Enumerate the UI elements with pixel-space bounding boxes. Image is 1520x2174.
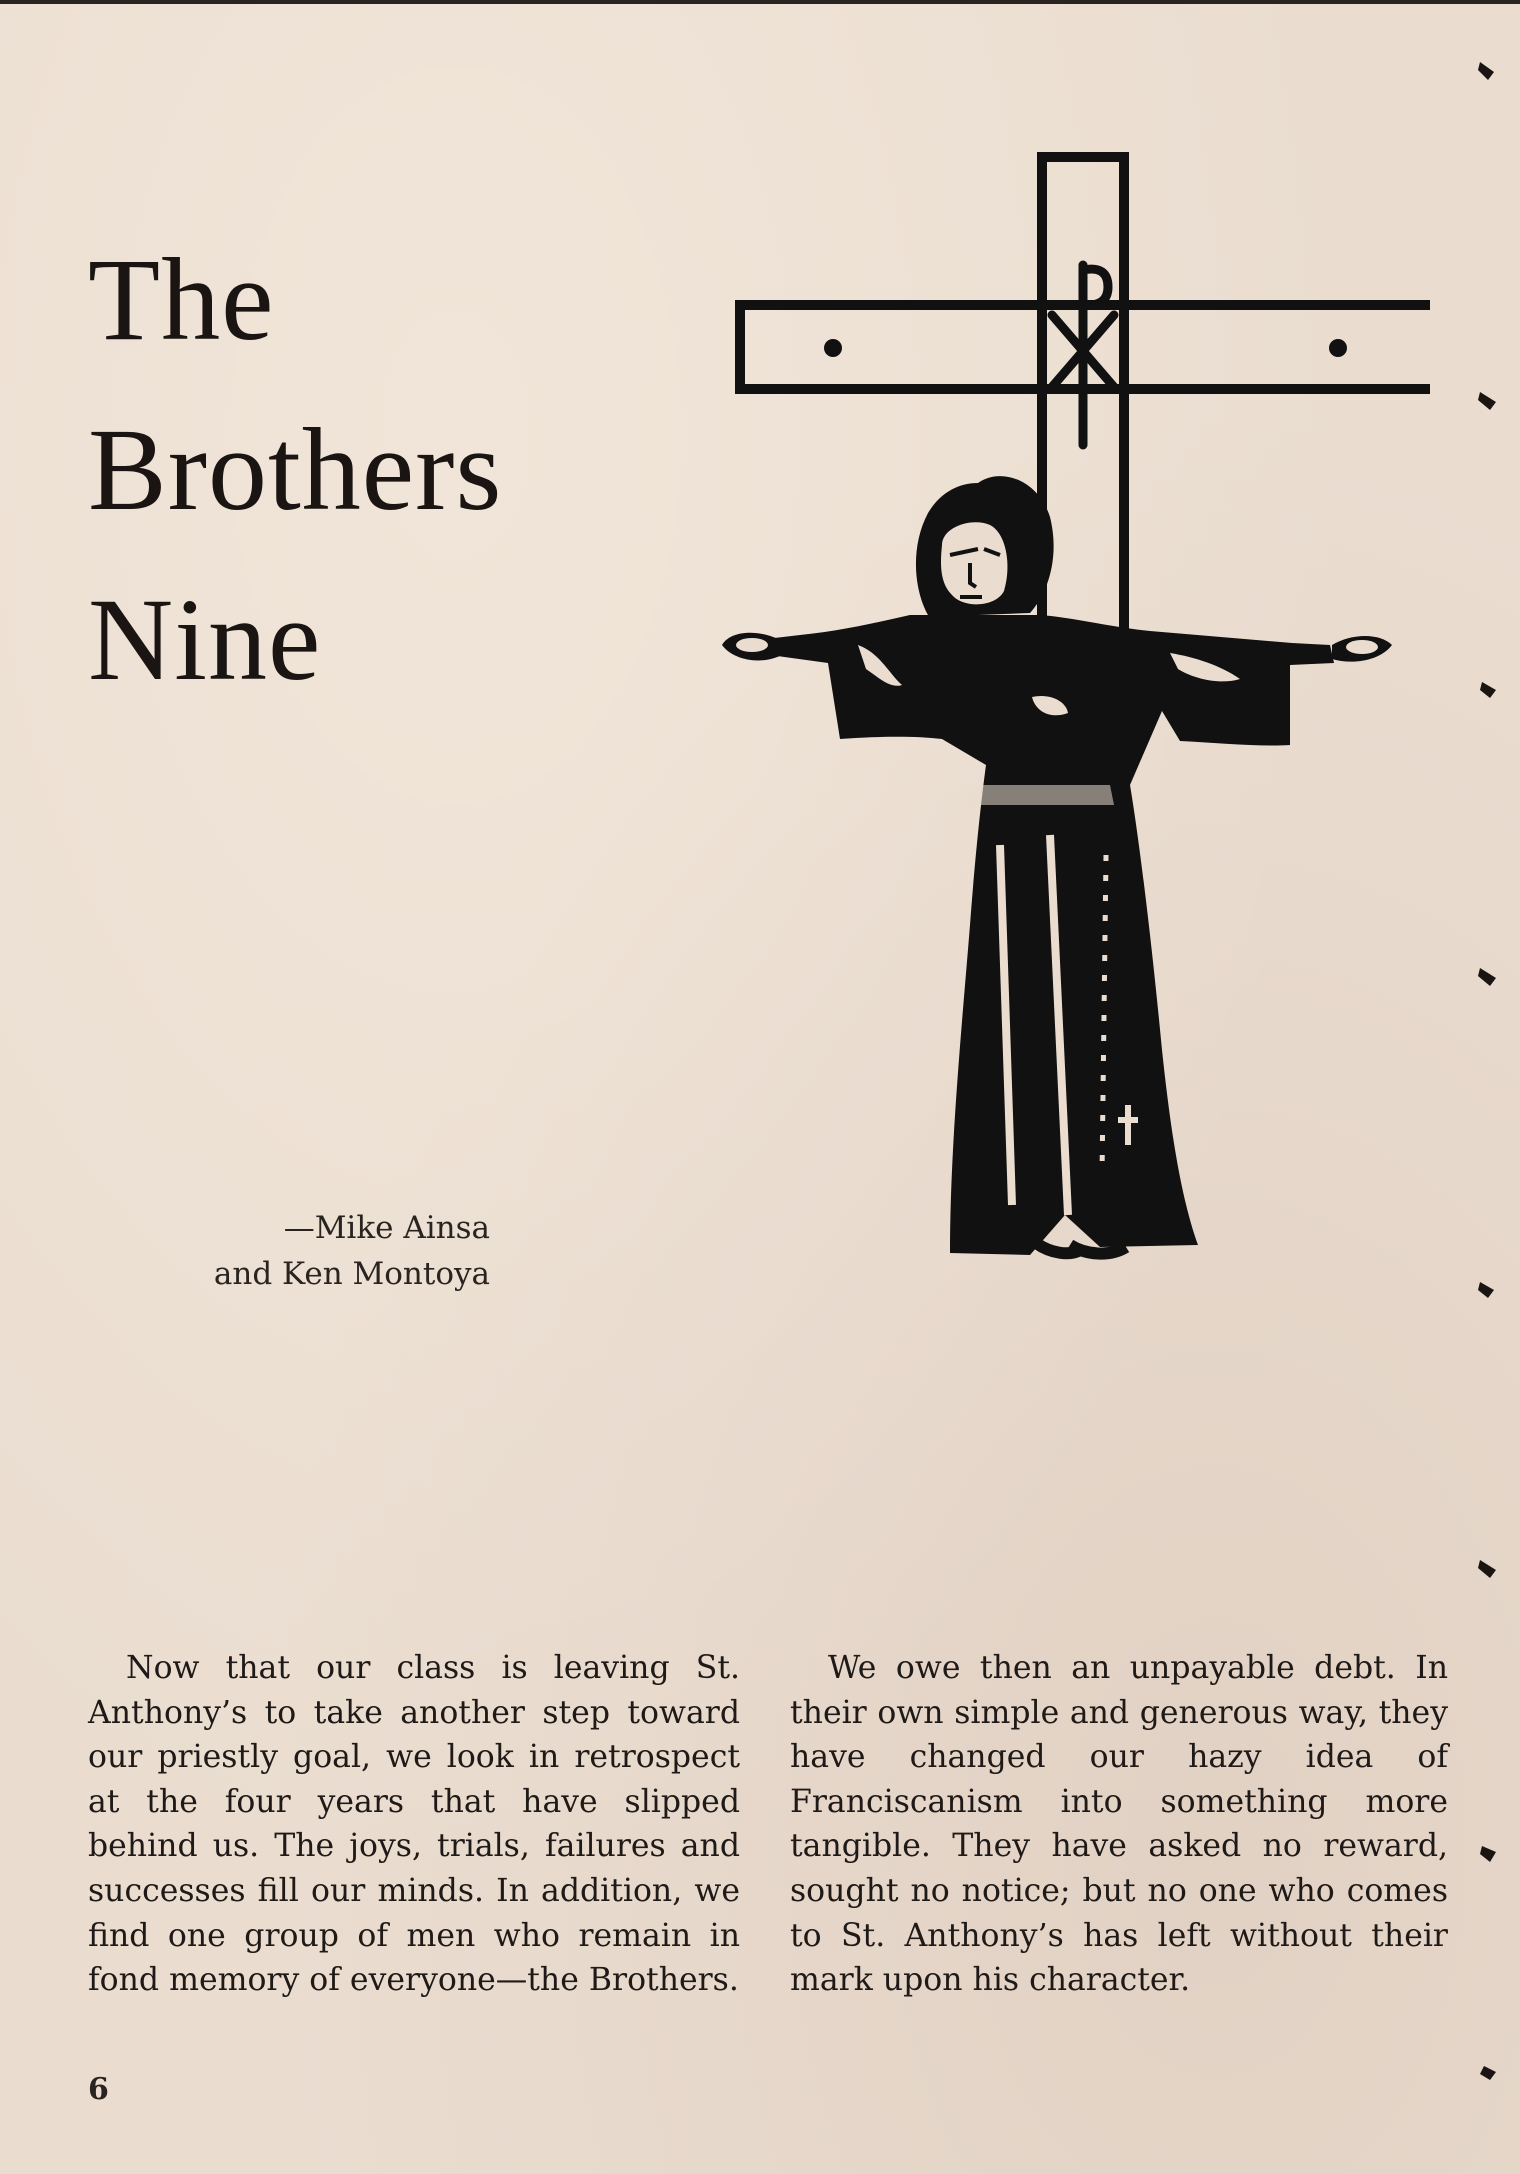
page-number: 6	[88, 2072, 109, 2107]
body-paragraph-left: Now that our class is leaving St. Anthony’s to take another step toward our priestly goal, we look in retrospect at the four years that have slipped behind us. The joys, trials, failures and successes fill our minds. In addition, we find one group of men who remain in fond memory of everyone—the Brothers.	[88, 1650, 740, 1999]
title-line-3: Nine	[88, 574, 322, 705]
byline-line-1: —Mike Ainsa	[283, 1210, 490, 1246]
friar-figure-icon	[722, 476, 1392, 1255]
body-column-left	[88, 1646, 740, 2003]
chi-rho-icon	[1052, 265, 1114, 445]
title-line-2: Brothers	[88, 404, 503, 535]
binding-hole-icon	[1478, 62, 1496, 2080]
body-paragraph-right: We owe then an unpayable debt. In their own simple and generous way, they have changed our hazy idea of Franciscanism into something more tangible. They have asked no reward, sought no notice; but no one who comes to St. Anthony’s has left without their mark upon his character.	[790, 1650, 1448, 1999]
page-title	[88, 215, 502, 725]
friar-before-cross-icon	[530, 145, 1430, 1365]
byline-line-2: and Ken Montoya	[213, 1256, 490, 1292]
top-rule	[0, 0, 1520, 4]
title-line-1: The	[88, 234, 275, 365]
binding-holes	[1450, 0, 1520, 2174]
byline	[214, 1205, 490, 1297]
body-column-right	[790, 1646, 1448, 2003]
